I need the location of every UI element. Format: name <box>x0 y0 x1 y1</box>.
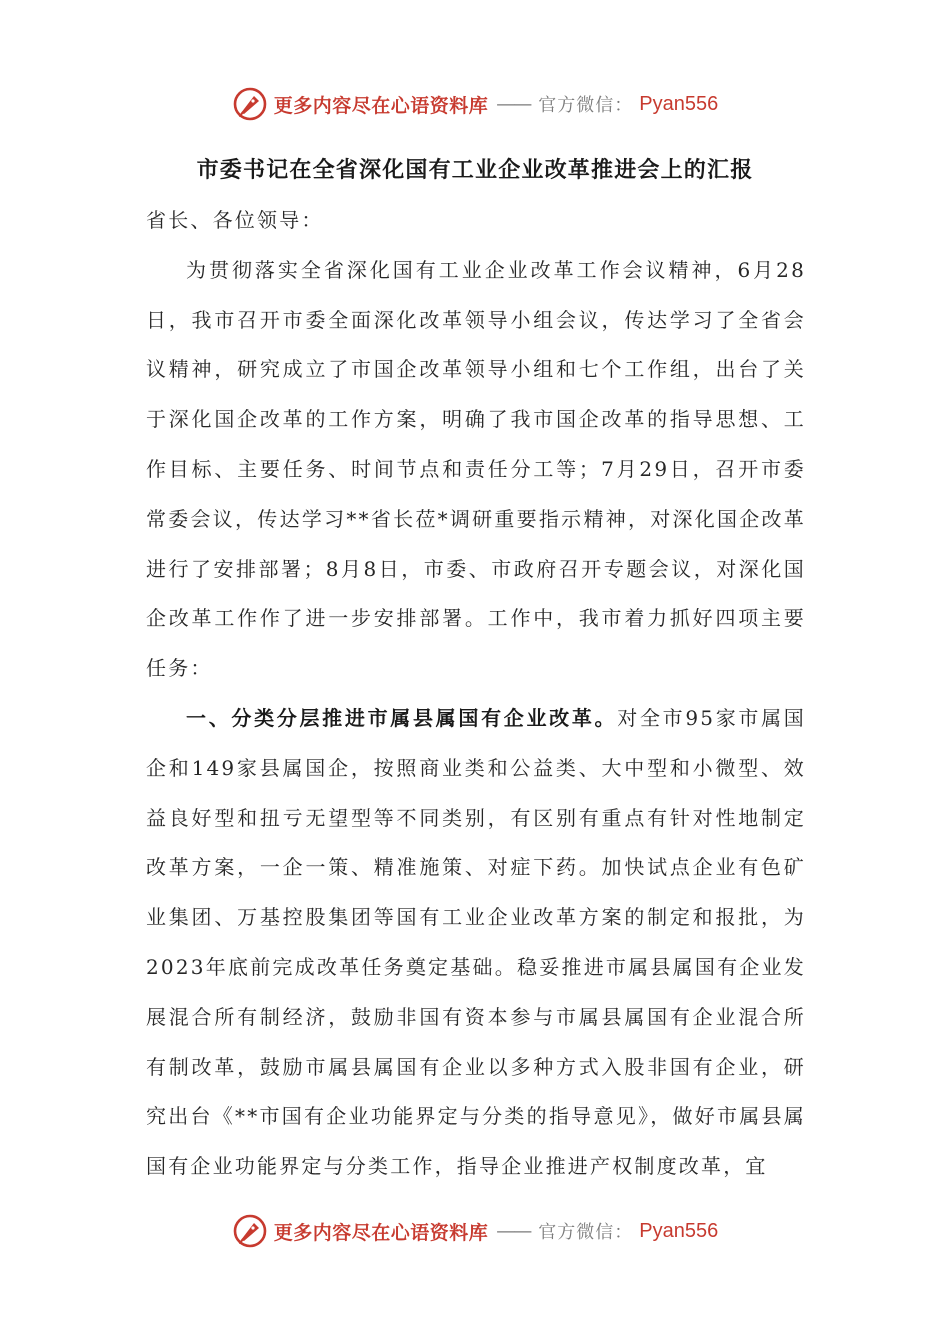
section-1-heading: 一、分类分层推进市属县属国有企业改革。 <box>186 705 618 730</box>
banner-official-label: 官方微信： <box>538 1222 634 1243</box>
header-banner <box>0 84 950 124</box>
paragraph-section-1 <box>146 694 806 1192</box>
banner-handle: Pyan556 <box>639 1219 719 1242</box>
pen-nib-logo-icon <box>232 86 268 122</box>
banner-official-label: 官方微信： <box>538 95 634 116</box>
banner-dash: —— <box>496 93 531 115</box>
document-title: 市委书记在全省深化国有工业企业改革推进会上的汇报 <box>196 158 754 183</box>
banner-main-text: 更多内容尽在心语资料库 <box>273 1221 489 1244</box>
salutation: 省长、各位领导： <box>146 208 324 232</box>
section-1-body: 对全市95家市属国企和149家县属国企，按照商业类和公益类、大中型和小微型、效益良好型和扭亏无望型等不同类别，有区别有重点有针对性地制定改革方案，一企一策、精准施策、对症下药。加快试点企业有色矿业集团、万基控股集团等国有工业企业改革方案的制定和报批，为2023年底前完成改革任务奠定基础。稳妥推进市属县属国有企业发展混合所有制经济，鼓励非国有资本参与市属县属国有企业混合所有制改革，鼓励市属县属国有企业以多种方式入股非国有企业，研究出台《**市国有企业功能界定与分类的指导意见》，做好市属县属国有企业功能界定与分类工作，指导企业推进产权制度改革，宜 <box>146 705 806 1179</box>
document-body <box>146 196 806 1192</box>
pen-nib-logo-icon <box>232 1213 268 1249</box>
banner-dash: —— <box>496 1220 531 1242</box>
banner-handle: Pyan556 <box>639 92 719 115</box>
banner-main-text: 更多内容尽在心语资料库 <box>273 94 489 117</box>
paragraph-intro: 为贯彻落实全省深化国有工业企业改革工作会议精神，6月28日，我市召开市委全面深化改革领导小组会议，传达学习了全省会议精神，研究成立了市国企改革领导小组和七个工作组，出台了关于深化国企改革的工作方案，明确了我市国企改革的指导思想、工作目标、主要任务、时间节点和责任分工等；7月29日，召开市委常委会议，传达学习**省长莅*调研重要指示精神，对深化国企改革进行了安排部署；8月8日，市委、市政府召开专题会议，对深化国企改革工作作了进一步安排部署。工作中，我市着力抓好四项主要任务： <box>146 257 806 681</box>
footer-banner <box>0 1211 950 1251</box>
